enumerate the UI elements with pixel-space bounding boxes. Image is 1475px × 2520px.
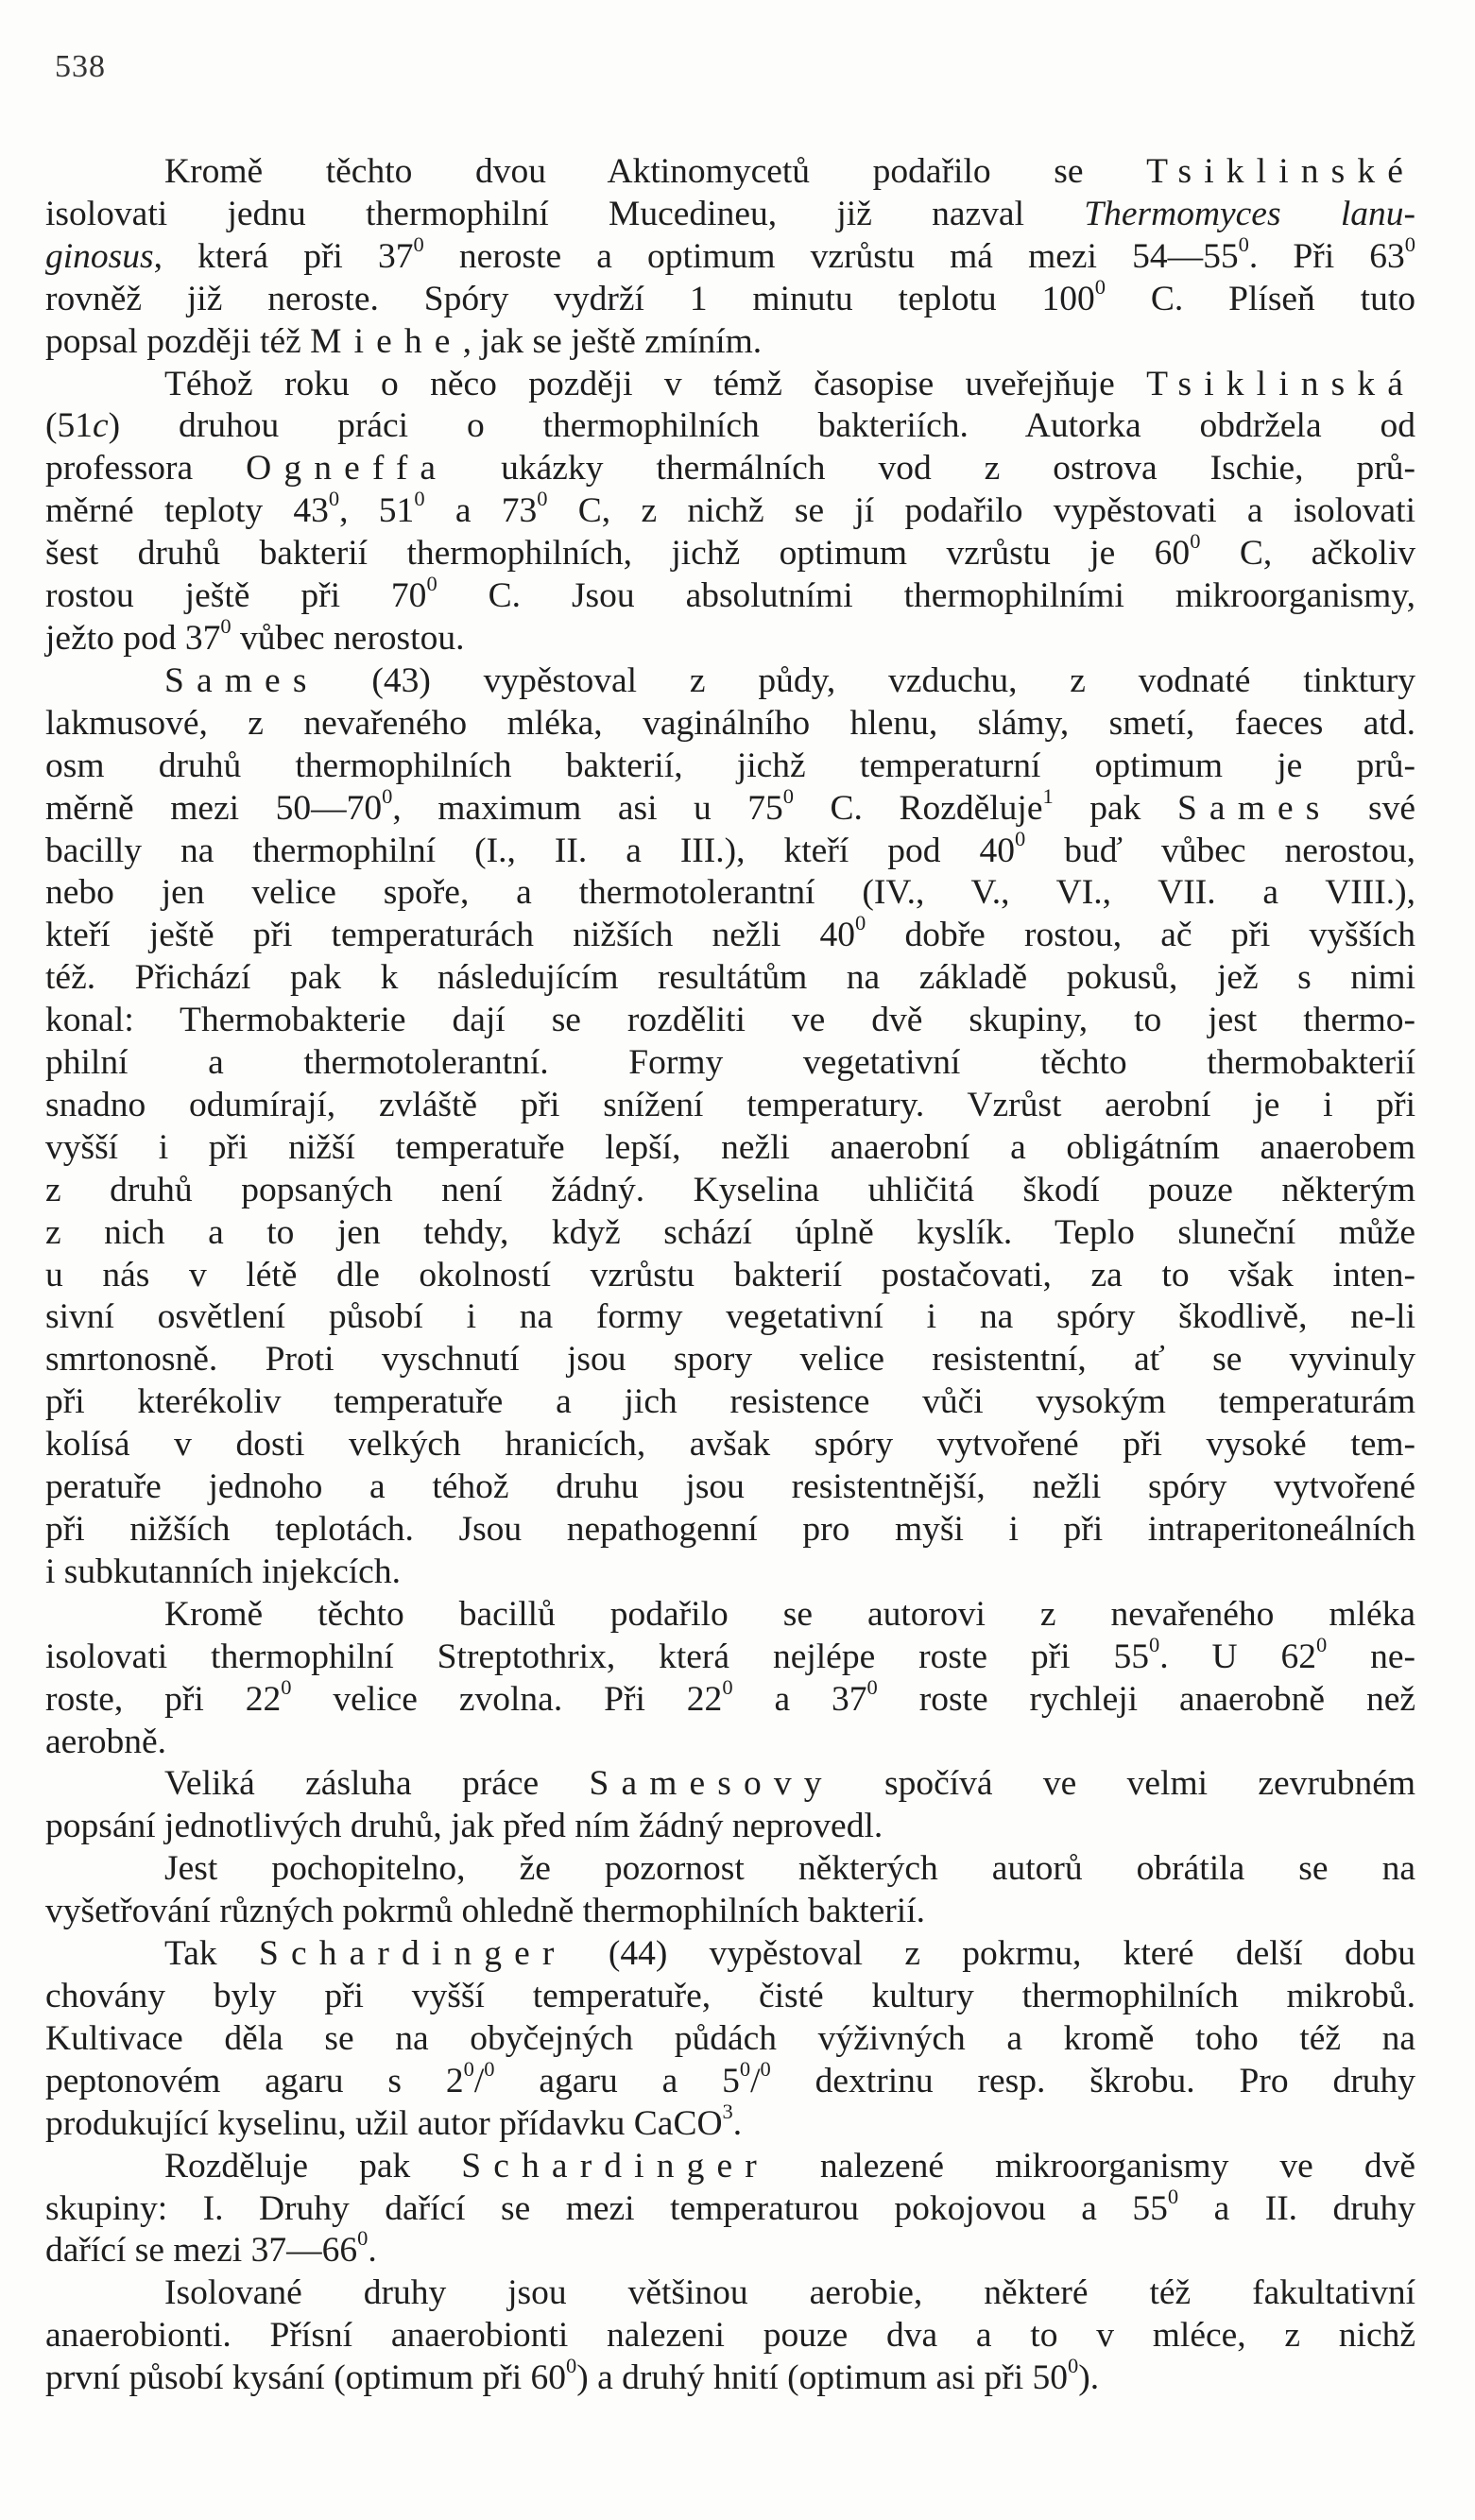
superscript: 0	[1167, 2184, 1179, 2208]
text-run: smrtonosně. Proti vyschnutí jsou spory velice resistentní, ať se vyvinuly	[45, 1340, 1415, 1380]
superscript: 0	[1190, 529, 1201, 554]
text-run: kteří ještě při temperaturách nižších nežli 40	[45, 916, 856, 955]
superscript: 0	[426, 572, 437, 596]
text-line	[45, 957, 1415, 1000]
text-line	[45, 826, 1415, 873]
text-line	[45, 872, 1415, 915]
text-line	[45, 2146, 1415, 2188]
text-run: měrné teploty 43	[45, 491, 329, 531]
text-line	[45, 1085, 1415, 1127]
text-line	[45, 1127, 1415, 1170]
text-run: spočívá ve velmi zevrubném	[833, 1764, 1416, 1804]
text-run: při nižších teplotách. Jsou nepathogenní pro myši i při intraperitoneálních	[45, 1510, 1415, 1549]
text-run: roste rychleji anaerobně než	[877, 1679, 1415, 1719]
text-run: peptonovém agaru s 2	[45, 2061, 464, 2100]
text-line	[45, 2099, 1415, 2146]
text-run: C, z nichž se jí podařilo vypěstovati a isolovati	[547, 491, 1415, 531]
text-run: aerobně.	[45, 1722, 167, 1761]
superscript: 0	[328, 487, 340, 511]
text-run: anaerobionti. Přísní anaerobionti nalezeni pouze dva a to v mléce, z nichž	[45, 2316, 1415, 2356]
text-run: professora	[45, 449, 247, 489]
text-line	[45, 1763, 1415, 1806]
text-run: . U 62	[1159, 1637, 1316, 1676]
text-run: ukázky thermálních vod z ostrova Ischie, prů-	[448, 449, 1415, 489]
text-line	[45, 2056, 1415, 2103]
text-run: ).	[1078, 2358, 1100, 2398]
superscript: 0	[382, 783, 393, 808]
text-run: , která při 37	[153, 236, 414, 276]
text-run: při kterékoliv temperatuře a jich resistence vůči vysokým temperaturám	[45, 1382, 1415, 1422]
text-line	[45, 1424, 1415, 1466]
text-line	[45, 1255, 1415, 1297]
text-run: vyšetřování různých pokrmů ohledně thermophilních bakterií.	[45, 1892, 925, 1931]
text-run: Jest pochopitelno, že pozornost některých autorů obrátila se na	[164, 1849, 1415, 1889]
text-line	[45, 1296, 1415, 1339]
text-line	[45, 231, 1415, 279]
superscript: 0	[413, 231, 424, 256]
text-line	[45, 746, 1415, 788]
superscript: 0	[1404, 231, 1415, 256]
italic-text: Thermomyces lanu-	[1084, 194, 1415, 233]
text-run: produkující kyselinu, užil autor přídavku CaCO	[45, 2103, 723, 2143]
text-run: .	[732, 2103, 743, 2143]
text-line	[45, 448, 1415, 490]
superscript: 1	[1042, 783, 1054, 808]
text-run: C. Plíseň tuto	[1106, 279, 1415, 318]
text-line	[45, 194, 1415, 236]
spaced-name: Schardinger	[258, 1934, 567, 1974]
text-run: rostou ještě při 70	[45, 576, 427, 616]
text-line	[45, 151, 1415, 194]
superscript: 0	[760, 2056, 771, 2081]
text-run: sivní osvětlení působí i na formy vegetativní i na spóry škodlivě, ne-li	[45, 1297, 1415, 1337]
text-run: velice zvolna. Při 22	[291, 1679, 723, 1719]
text-run: a II. druhy	[1178, 2188, 1415, 2228]
text-line	[45, 487, 1415, 533]
italic-text: ginosus	[45, 236, 154, 276]
superscript: 0	[357, 2226, 369, 2251]
text-run: první působí kysání (optimum při 60	[45, 2358, 567, 2398]
text-run: dařící se mezi 37—66	[45, 2231, 358, 2271]
text-line	[45, 1848, 1415, 1891]
text-run: nalezené mikroorganismy ve dvě	[768, 2146, 1415, 2186]
text-line	[45, 911, 1415, 957]
text-run: vůbec nerostou.	[231, 618, 465, 658]
text-run: své	[1331, 788, 1415, 828]
text-line	[45, 1381, 1415, 1424]
body-text	[45, 151, 1415, 2400]
text-line	[45, 405, 1415, 448]
superscript: 0	[1238, 231, 1249, 256]
text-run: a 73	[424, 491, 538, 531]
text-run: Tak	[164, 1934, 259, 1974]
spaced-name: Samesovy	[589, 1764, 834, 1804]
text-line	[45, 1594, 1415, 1637]
superscript: 0	[1014, 826, 1026, 850]
text-run: agaru a 5	[494, 2061, 740, 2100]
spaced-name: Miehe	[310, 321, 463, 361]
spaced-name: Schardinger	[461, 2146, 769, 2186]
text-line	[45, 1891, 1415, 1933]
spaced-name: Sames	[1176, 788, 1332, 828]
text-line	[45, 2354, 1415, 2400]
text-line	[45, 1170, 1415, 1212]
text-run: , maximum asi u 75	[392, 788, 783, 828]
text-run: Veliká zásluha práce	[164, 1764, 590, 1804]
text-run: konal: Thermobakterie dají se rozděliti ve dvě skupiny, to jest thermo-	[45, 1001, 1415, 1040]
text-run: Téhož roku o něco později v témž časopise uveřejňuje	[164, 364, 1147, 403]
text-line	[45, 1509, 1415, 1551]
spaced-name: Sames	[164, 660, 319, 700]
text-line	[45, 364, 1415, 406]
text-run: z druhů popsaných není žádný. Kyselina uhličitá škodí pouze některým	[45, 1170, 1415, 1209]
text-run: ne-	[1327, 1637, 1415, 1676]
text-run: C. Rozděluje	[794, 788, 1043, 828]
text-run: Isolované druhy jsou většinou aerobie, některé též fakultativní	[164, 2273, 1415, 2313]
text-run: Kultivace děla se na obyčejných půdách výživných a kromě toho též na	[45, 2018, 1415, 2058]
text-run: isolovati jednu thermophilní Mucedineu, již nazval	[45, 194, 1085, 233]
superscript: 0	[566, 2354, 577, 2378]
text-run: neroste a optimum vzrůstu má mezi 54—55	[423, 236, 1239, 276]
text-run: peratuře jednoho a téhož druhu jsou resistentnější, nežli spóry vytvořené	[45, 1467, 1415, 1507]
text-line	[45, 2315, 1415, 2357]
text-run: isolovati thermophilní Streptothrix, která nejlépe roste při 55	[45, 1637, 1149, 1676]
page-number: 538	[55, 49, 106, 84]
superscript: 0	[855, 911, 866, 935]
text-run: (51	[45, 406, 93, 446]
text-run: osm druhů thermophilních bakterií, jichž temperaturní optimum je prů-	[45, 746, 1415, 785]
text-run: , 51	[339, 491, 415, 531]
text-line	[45, 783, 1415, 831]
superscript: 0	[537, 487, 548, 511]
text-run: Kromě těchto dvou Aktinomycetů podařilo se	[164, 152, 1147, 191]
text-run: ) a druhý hnití (optimum asi při 50	[576, 2358, 1069, 2398]
text-line	[45, 1976, 1415, 2018]
text-line	[45, 1722, 1415, 1764]
text-run: popsání jednotlivých druhů, jak před ním žádný neprovedl.	[45, 1807, 883, 1846]
text-run: . Při 63	[1248, 236, 1405, 276]
text-line	[45, 614, 1415, 660]
spaced-name: Tsiklinské	[1146, 152, 1415, 191]
text-run: z nich a to jen tehdy, když schází úplně kyslík. Teplo sluneční může	[45, 1212, 1415, 1252]
superscript: 0	[484, 2056, 495, 2081]
text-run: šest druhů bakterií thermophilních, jichž optimum vzrůstu je 60	[45, 534, 1191, 574]
text-run: Kromě těchto bacillů podařilo se autorovi z nevařeného mléka	[164, 1594, 1415, 1634]
text-run: roste, při 22	[45, 1679, 282, 1719]
text-line	[45, 1933, 1415, 1976]
text-run: dobře rostou, ač při vyšších	[866, 916, 1415, 955]
text-line	[45, 2018, 1415, 2061]
text-line	[45, 529, 1415, 575]
text-run: popsal později též	[45, 321, 311, 361]
text-run: C, ačkoliv	[1200, 534, 1415, 574]
superscript: 0	[1094, 274, 1106, 299]
text-line	[45, 274, 1415, 321]
text-run: .	[368, 2231, 377, 2271]
text-run: měrně mezi 50—70	[45, 788, 383, 828]
text-run: nebo jen velice spoře, a thermotolerantní (IV., V., VI., VII. a VIII.),	[45, 873, 1415, 913]
superscript: 0	[1068, 2354, 1079, 2378]
text-run: philní a thermotolerantní. Formy vegetativní těchto thermobakterií	[45, 1043, 1415, 1083]
text-run: lakmusové, z nevařeného mléka, vaginálního hlenu, slámy, smetí, faeces atd.	[45, 703, 1415, 743]
text-run: skupiny: I. Druhy dařící se mezi temperaturou pokojovou a 55	[45, 2188, 1168, 2228]
superscript: 0	[722, 1674, 733, 1699]
text-run: a 37	[732, 1679, 867, 1719]
text-line	[45, 2226, 1415, 2272]
text-run: kolísá v dosti velkých hranicích, avšak spóry vytvořené při vysoké tem-	[45, 1425, 1415, 1465]
text-line	[45, 572, 1415, 618]
text-line	[45, 321, 1415, 364]
text-line	[45, 1466, 1415, 1509]
text-run: dextrinu resp. škrobu. Pro druhy	[770, 2061, 1415, 2100]
text-run: i subkutanních injekcích.	[45, 1551, 401, 1591]
text-run: /	[750, 2061, 761, 2100]
text-run: ježto pod 37	[45, 618, 221, 658]
spaced-name: Tsiklinská	[1146, 364, 1415, 403]
text-line	[45, 1632, 1415, 1679]
text-run: , jak se ještě zmíním.	[462, 321, 763, 361]
superscript: 0	[1315, 1632, 1328, 1656]
text-line	[45, 1042, 1415, 1085]
text-run: C. Jsou absolutními thermophilními mikroorganismy,	[437, 576, 1415, 616]
text-run: rovněž již neroste. Spóry vydrží 1 minutu teplotu 100	[45, 279, 1095, 318]
text-run: (44) vypěstoval z pokrmu, které delší dobu	[566, 1934, 1415, 1974]
text-run: chovány byly při vyšší temperatuře, čisté kultury thermophilních mikrobů.	[45, 1976, 1415, 2015]
text-line	[45, 1674, 1415, 1722]
text-line	[45, 1212, 1415, 1255]
text-run: Rozděluje pak	[164, 2146, 462, 2186]
text-run: též. Přichází pak k následujícím resultátům na základě pokusů, jež s nimi	[45, 958, 1415, 998]
superscript: 0	[1148, 1632, 1160, 1656]
text-line	[45, 660, 1415, 703]
text-line	[45, 2184, 1415, 2231]
text-run: /	[473, 2061, 485, 2100]
text-line	[45, 1339, 1415, 1381]
spaced-name: Ogneffa	[246, 449, 449, 489]
superscript: 3	[722, 2099, 733, 2123]
text-run: (43) vypěstoval z půdy, vzduchu, z vodnaté tinktury	[318, 660, 1415, 700]
text-run: snadno odumírají, zvláště při snížení temperatury. Vzrůst aerobní je i při	[45, 1085, 1415, 1124]
text-run: u nás v létě dle okolností vzrůstu bakterií postačovati, za to však inten-	[45, 1255, 1415, 1294]
text-line	[45, 703, 1415, 746]
text-line	[45, 1000, 1415, 1042]
text-line	[45, 1551, 1415, 1594]
superscript: 0	[414, 487, 425, 511]
text-line	[45, 1806, 1415, 1848]
text-run: vyšší i při nižší temperatuře lepší, nežli anaerobní a obligátním anaerobem	[45, 1127, 1415, 1167]
text-run: pak	[1053, 788, 1177, 828]
text-line	[45, 2272, 1415, 2315]
italic-text: c	[93, 406, 109, 446]
text-run: ) druhou práci o thermophilních bakteriích. Autorka obdržela od	[108, 406, 1415, 446]
text-run: bacilly na thermophilní (I., II. a III.), kteří pod 40	[45, 831, 1015, 870]
superscript: 0	[782, 783, 795, 808]
superscript: 0	[463, 2056, 474, 2081]
superscript: 0	[281, 1674, 292, 1699]
superscript: 0	[866, 1674, 878, 1699]
superscript: 0	[220, 614, 232, 639]
superscript: 0	[739, 2056, 751, 2081]
text-run: buď vůbec nerostou,	[1025, 831, 1415, 870]
